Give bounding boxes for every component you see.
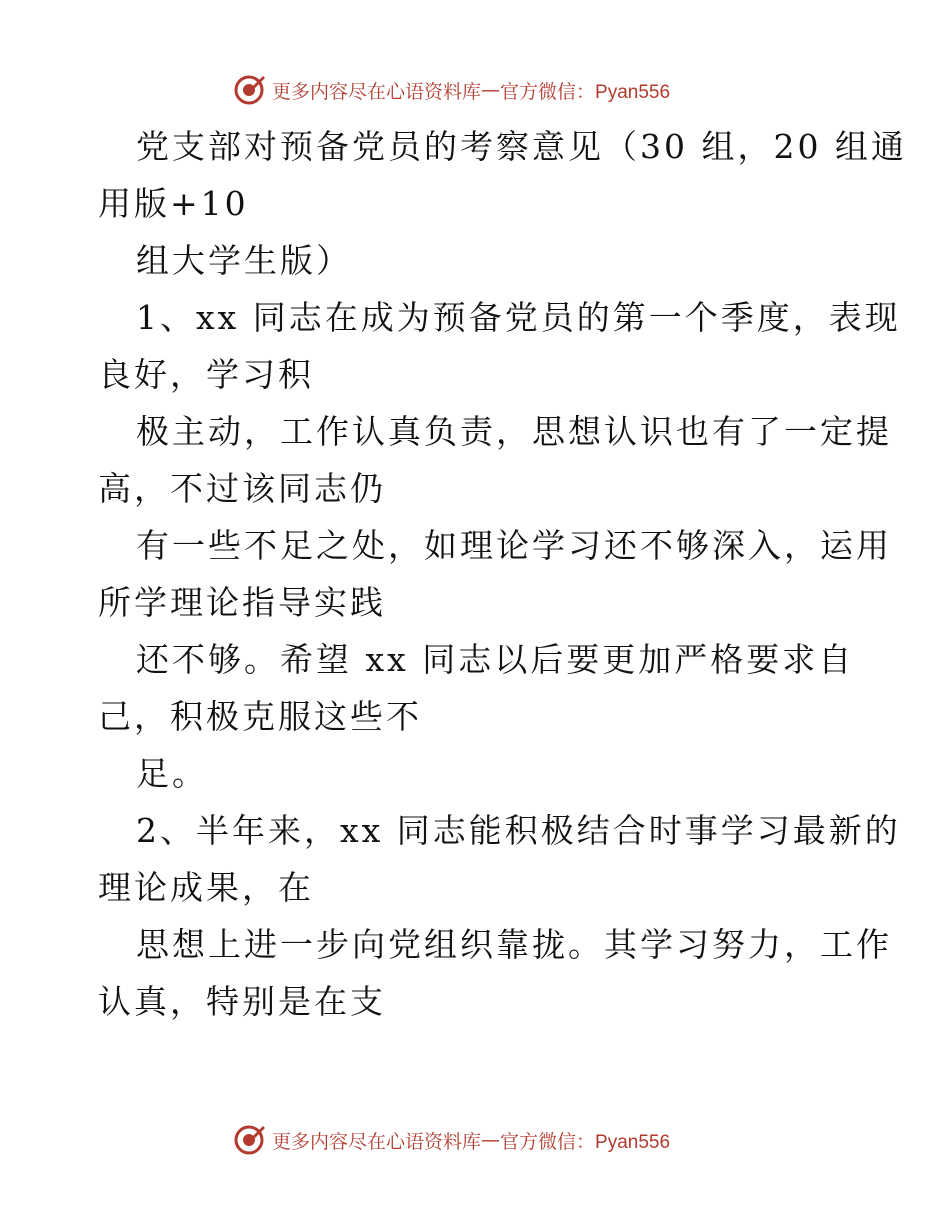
text-line: 高，不过该同志仍 [98,469,386,508]
text-line: 所学理论指导实践 [98,583,386,622]
banner-separator: — [481,79,501,101]
text-line: 用版+10 [98,184,249,223]
text-line: 党支部对预备党员的考察意见（30 组，20 组通 [136,127,907,166]
banner-wechat: 官方微信：Pyan556 [500,1131,671,1153]
text-line: 理论成果，在 [98,868,314,907]
banner-text: 更多内容尽在心语资料库 [272,1130,482,1153]
banner-wechat: 官方微信：Pyan556 [500,81,671,103]
pen-logo-icon [232,1123,266,1157]
banner-text: 更多内容尽在心语资料库 [272,80,482,103]
pen-logo-icon [232,73,266,107]
header-banner [232,70,670,110]
text-line: 还不够。希望 xx 同志以后要更加严格要求自 [136,640,855,679]
text-line: 良好，学习积 [98,355,314,394]
text-line: 极主动，工作认真负责，思想认识也有了一定提 [136,412,892,451]
text-line: 有一些不足之处，如理论学习还不够深入，运用 [136,526,892,565]
text-line: 认真，特别是在支 [98,982,386,1021]
banner-separator: — [481,1129,501,1151]
text-line: 组大学生版） [136,241,352,280]
text-line: 己，积极克服这些不 [98,697,422,736]
text-line: 思想上进一步向党组织靠拢。其学习努力，工作 [136,925,892,964]
text-line: 2、半年来，xx 同志能积极结合时事学习最新的 [136,811,901,850]
text-line: 足。 [136,754,208,793]
footer-banner [232,1120,670,1160]
text-line: 1、xx 同志在成为预备党员的第一个季度，表现 [136,298,901,337]
document-body [98,118,907,1030]
